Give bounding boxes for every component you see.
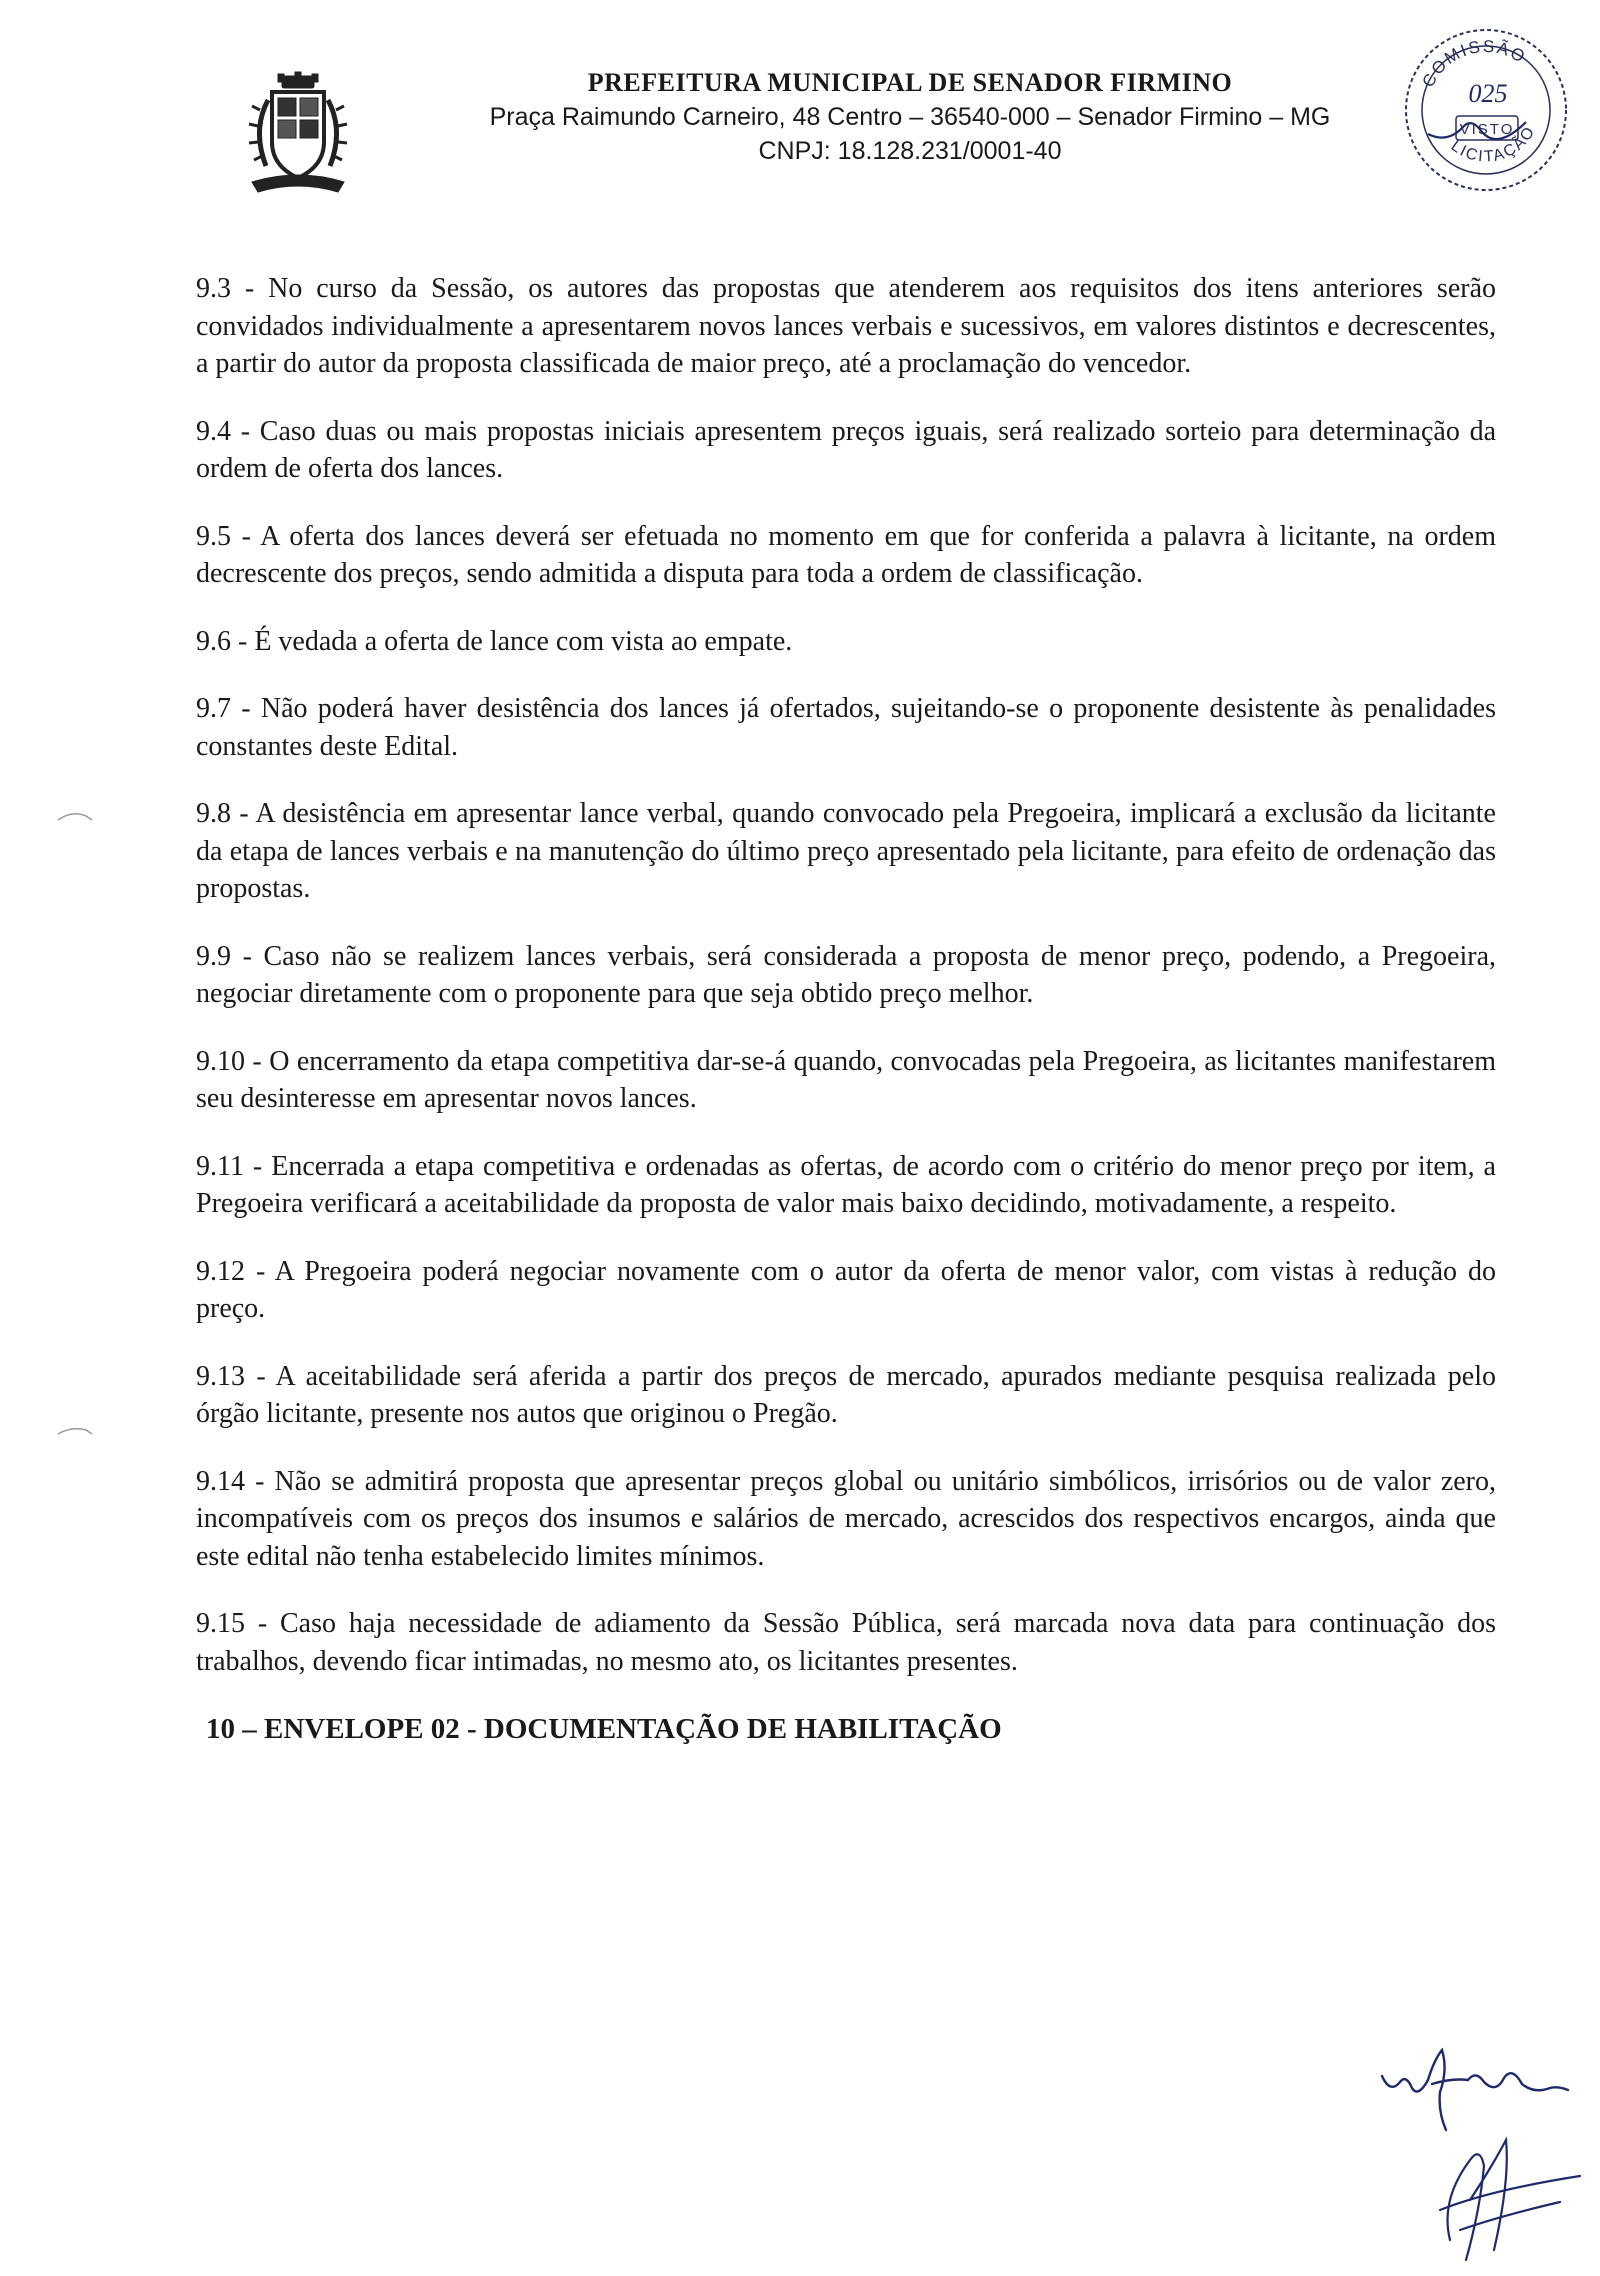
clause-9-3: 9.3 - No curso da Sessão, os autores das propostas que atenderem aos requisitos dos itens anteriores serão convidados individualmente a apresentarem novos lances verbais e sucessivos, em valores distintos e decrescentes, a partir do autor da proposta classificada de maior preço, até a proclamação do vencedor. bbox=[196, 273, 1496, 379]
scan-margin-mark bbox=[56, 1424, 96, 1440]
stamp-number: 025 bbox=[1468, 79, 1508, 108]
municipal-coat-of-arms bbox=[238, 70, 358, 200]
stamp-bottom-text: LICITAÇÃO bbox=[1447, 122, 1540, 166]
scan-margin-mark bbox=[56, 808, 96, 824]
clause-9-13: 9.13 - A aceitabilidade será aferida a partir dos preços de mercado, apurados mediante pesquisa realizada pelo órgão licitante, presente nos autos que originou o Pregão. bbox=[196, 1360, 1496, 1429]
section-10-heading: 10 – ENVELOPE 02 - DOCUMENTAÇÃO DE HABILITAÇÃO bbox=[206, 1713, 1002, 1745]
clause-9-15: 9.15 - Caso haja necessidade de adiamento da Sessão Pública, será marcada nova data para continuação dos trabalhos, devendo ficar intimadas, no mesmo ato, os licitantes presentes. bbox=[196, 1608, 1496, 1677]
clause-9-14: 9.14 - Não se admitirá proposta que apresentar preços global ou unitário simbólicos, irrisórios ou de valor zero, incompatíveis com os preços dos insumos e salários de mercado, acrescidos dos respectivos encargos, ainda que este edital não tenha estabelecido limites mínimos. bbox=[196, 1465, 1496, 1572]
signature-2 bbox=[1410, 2120, 1590, 2270]
clause-9-9: 9.9 - Caso não se realizem lances verbais, será considerada a proposta de menor preço, podendo, a Pregoeira, negociar diretamente com o proponente para que seja obtido preço melhor. bbox=[196, 940, 1496, 1009]
clause-9-4: 9.4 - Caso duas ou mais propostas iniciais apresentem preços iguais, será realizado sorteio para determinação da ordem de oferta dos lances. bbox=[196, 415, 1496, 484]
clause-9-5: 9.5 - A oferta dos lances deverá ser efetuada no momento em que for conferida a palavra à licitante, na ordem decrescente dos preços, sendo admitida a disputa para toda a ordem de classificação. bbox=[196, 520, 1496, 589]
clause-9-7: 9.7 - Não poderá haver desistência dos lances já ofertados, sujeitando-se o proponente desistente às penalidades constantes deste Edital. bbox=[196, 693, 1496, 762]
clause-9-10: 9.10 - O encerramento da etapa competitiva dar-se-á quando, convocadas pela Pregoeira, as licitantes manifestarem seu desinteresse em apresentar novos lances. bbox=[196, 1045, 1496, 1114]
clause-9-8: 9.8 - A desistência em apresentar lance verbal, quando convocado pela Pregoeira, implicará a exclusão da licitante da etapa de lances verbais e na manutenção do último preço apresentado pela licitante, para efeito de ordenação das propostas. bbox=[196, 798, 1496, 904]
municipality-title: PREFEITURA MUNICIPAL DE SENADOR FIRMINO bbox=[587, 68, 1233, 97]
stamp-visto: VISTO bbox=[1459, 121, 1515, 138]
stamp-top-text: COMISSÃO bbox=[1418, 36, 1530, 91]
cnpj-line: CNPJ: 18.128.231/0001-40 bbox=[758, 137, 1062, 165]
clause-9-6: 9.6 - É vedada a oferta de lance com vista ao empate. bbox=[196, 625, 793, 657]
clause-9-11: 9.11 - Encerrada a etapa competitiva e ordenadas as ofertas, de acordo com o critério do menor preço por item, a Pregoeira verificará a aceitabilidade da proposta de valor mais baixo decidindo, motivadamente, a respeito. bbox=[196, 1150, 1496, 1219]
clause-9-12: 9.12 - A Pregoeira poderá negociar novamente com o autor da oferta de menor valor, com vistas à redução do preço. bbox=[196, 1255, 1496, 1324]
address-line: Praça Raimundo Carneiro, 48 Centro – 36540-000 – Senador Firmino – MG bbox=[489, 103, 1331, 131]
document-body bbox=[196, 270, 1496, 1748]
page-header bbox=[0, 0, 1600, 230]
header-text-block bbox=[390, 66, 1430, 168]
comissao-licitacao-stamp bbox=[1398, 22, 1574, 198]
